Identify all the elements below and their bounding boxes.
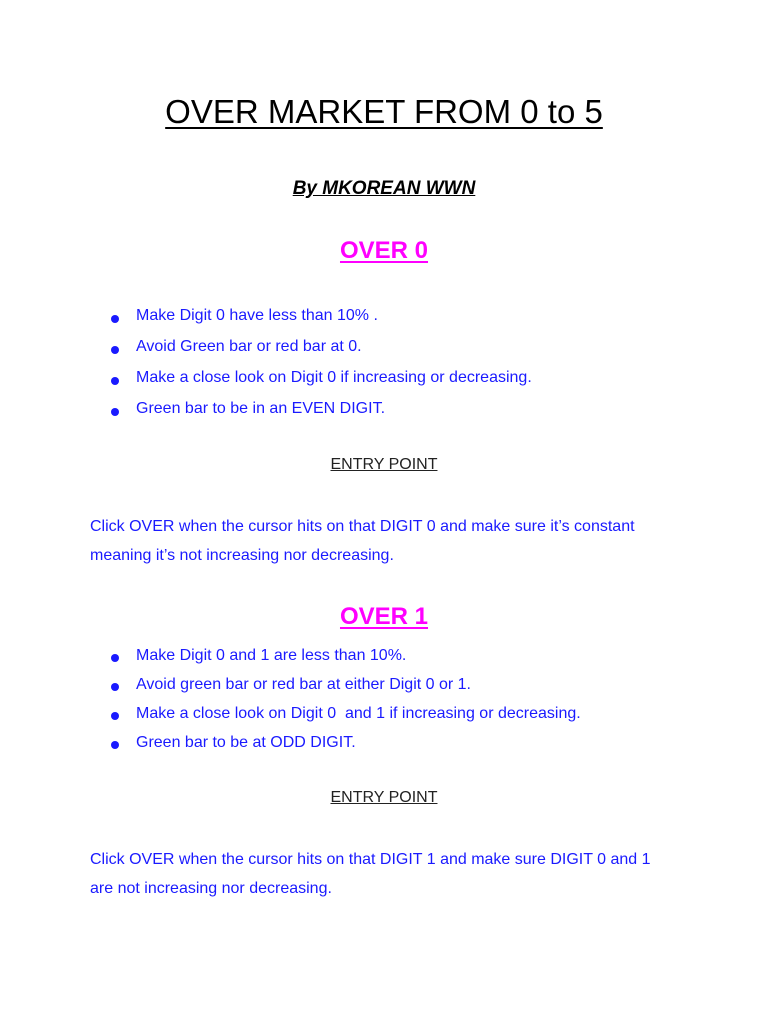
list-item	[108, 334, 532, 365]
list-item	[108, 303, 532, 334]
list-item-text: Avoid green bar or red bar at either Digit 0 or 1.	[136, 676, 471, 693]
over-0-bullet-list	[108, 303, 532, 427]
list-item-text: Green bar to be in an EVEN DIGIT.	[136, 400, 386, 417]
bullet-dot-icon	[111, 741, 119, 749]
bullet-dot-icon	[111, 377, 119, 385]
list-item-text: Make a close look on Digit 0 if increasing or decreasing.	[136, 369, 532, 386]
list-item-text: Make a close look on Digit 0 and 1 if increasing or decreasing.	[136, 705, 581, 722]
list-item	[108, 672, 581, 701]
paragraph-line: are not increasing nor decreasing.	[90, 880, 332, 897]
paragraph-line: Click OVER when the cursor hits on that DIGIT 1 and make sure DIGIT 0 and 1	[90, 851, 651, 868]
list-item-text: Make Digit 0 have less than 10% .	[136, 307, 378, 324]
list-item	[108, 643, 581, 672]
entry-point-heading: ENTRY POINT	[330, 789, 438, 806]
list-item	[108, 365, 532, 396]
bullet-dot-icon	[111, 315, 119, 323]
page-title: OVER MARKET FROM 0 to 5	[165, 93, 603, 130]
list-item	[108, 396, 532, 427]
list-item-text: Avoid Green bar or red bar at 0.	[136, 338, 362, 355]
bullet-dot-icon	[111, 654, 119, 662]
section-heading-over-1: OVER 1	[339, 603, 429, 630]
entry-point-instructions	[90, 512, 690, 570]
bullet-dot-icon	[111, 683, 119, 691]
entry-point-heading: ENTRY POINT	[330, 456, 438, 473]
bullet-dot-icon	[111, 712, 119, 720]
bullet-dot-icon	[111, 408, 119, 416]
entry-point-instructions	[90, 845, 690, 903]
list-item-text: Make Digit 0 and 1 are less than 10%.	[136, 647, 407, 664]
over-1-bullet-list	[108, 643, 581, 759]
section-heading-over-0: OVER 0	[339, 237, 429, 264]
paragraph-line: meaning it’s not increasing nor decreasing.	[90, 547, 394, 564]
bullet-dot-icon	[111, 346, 119, 354]
list-item	[108, 730, 581, 759]
list-item-text: Green bar to be at ODD DIGIT.	[136, 734, 356, 751]
list-item	[108, 701, 581, 730]
paragraph-line: Click OVER when the cursor hits on that DIGIT 0 and make sure it’s constant	[90, 518, 635, 535]
author-byline: By MKOREAN WWN	[292, 178, 476, 199]
